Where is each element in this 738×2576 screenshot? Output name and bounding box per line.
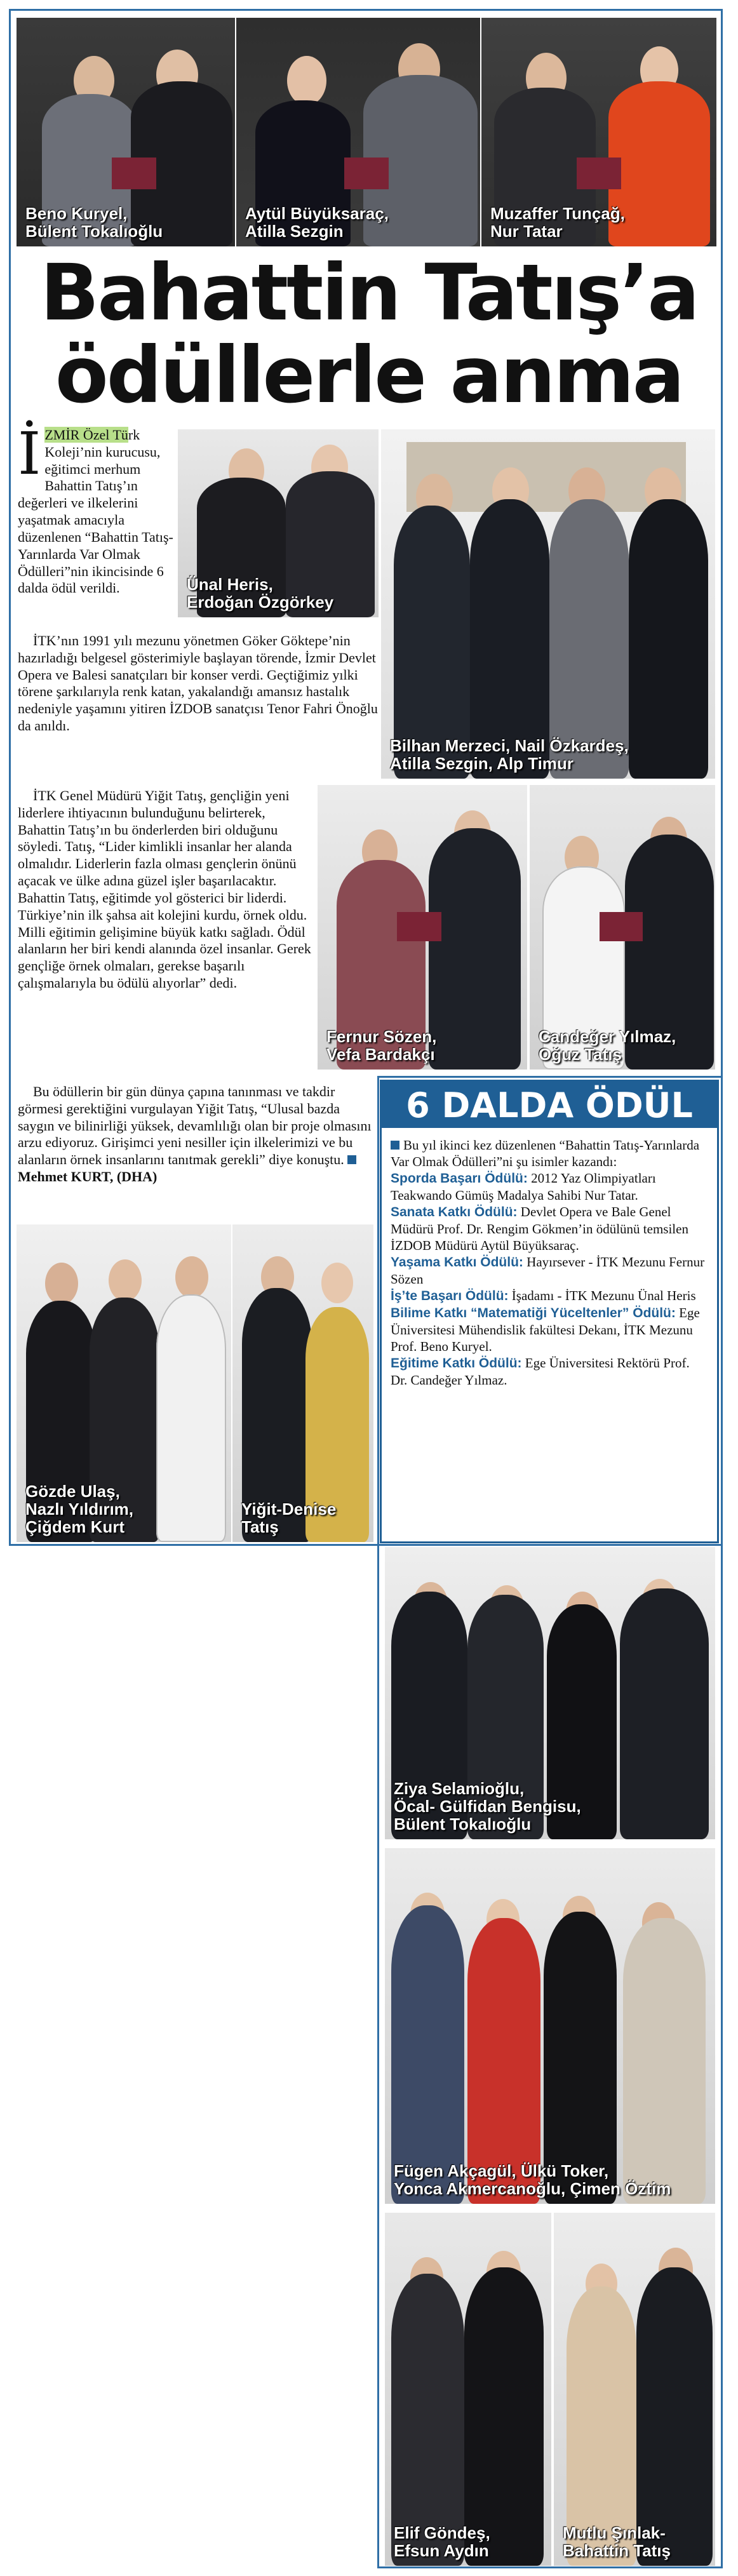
photo-caption: Ünal Heris, Erdoğan Özgörkey xyxy=(187,574,334,612)
award-label: Yaşama Katkı Ödülü: xyxy=(391,1255,523,1270)
photo-heris-ozgorkey xyxy=(178,429,379,617)
awards-sidebar xyxy=(380,1080,719,1543)
photo-caption: Candeğer Yılmaz, Oğuz Tatış xyxy=(539,1026,676,1064)
photo-merzeci-ozkardes-sezgin-timur xyxy=(381,429,715,779)
photo-caption: Aytül Büyüksaraç, Atilla Sezgin xyxy=(245,203,389,241)
paragraph: İTK Genel Müdürü Yiğit Tatış, gençliğin yeni liderlere ihtiyacının bulunduğunu belirterek, Bahattin Tatış’ın bu önderlerden biri olduğunu söyledi. Tatış, “Lider kimlikli insanlar her alanda olmalıdır. Liderlerin fazla olması gençlerin önünü açacak ve ülke adına güzel işler başarılacaktır. Bahattin Tatış, eğitimde yol gösterici bir liderdi. Türkiye’nin ilk şahsa ait kolejini kurdu, örnek oldu. Milli eğitimin gelişimine büyük katkı sağladı. Ödül alanların her biri kendi alanında özel insanlar. Gerek gençliğe örnek olmaları, gerekse başarılı çalışmalarıyla bu ödülü alıyorlar” dedi. xyxy=(18,788,311,991)
paragraph-text: Bu ödüllerin bir gün dünya çapına tanınması ve takdir görmesi gerektiğini vurgulayan Yiğit Tatış, “Ulusal bazda saygın ve bilinirliği yüksek, devamlılığı olan bir proje olmasını arzu ediyoruz. Girişimci yeni nesiller için ilkelerimizi ve bu alanların örnek insanlarını tanıtmak gerekli” diye konuştu. xyxy=(18,1083,372,1168)
article-paragraph-2 xyxy=(18,633,379,735)
photo-caption: Gözde Ulaş, Nazlı Yıldırım, Çiğdem Kurt xyxy=(25,1481,134,1536)
photo-caption: Fügen Akçagül, Ülkü Toker, Yonca Akmercanoğlu, Çimen Öztim xyxy=(394,2161,671,2198)
article-lead xyxy=(18,420,174,597)
photo-caption: Muzaffer Tunçağ, Nur Tatar xyxy=(490,203,625,241)
photo-caption: Mutlu Şınlak- Bahattin Tatış xyxy=(563,2523,671,2560)
award-text: Ege Üniversitesi Mühendislik fakültesi Dekanı, İTK Mezunu Prof. Beno Kuryel. xyxy=(391,1305,700,1355)
award-label: İş’te Başarı Ödülü: xyxy=(391,1289,509,1304)
photo-gondes-aydin xyxy=(385,2213,551,2566)
bullet-square-icon xyxy=(391,1141,399,1150)
article-paragraph-3 xyxy=(18,788,315,992)
article-paragraph-4 xyxy=(18,1083,373,1186)
photo-caption: Fernur Sözen, Vefa Bardakçı xyxy=(326,1026,437,1064)
photo-tuncag-tatar xyxy=(481,18,716,246)
award-label: Sanata Katkı Ödülü: xyxy=(391,1205,518,1220)
sidebar-body xyxy=(382,1128,717,1397)
photo-buyuksarac-sezgin xyxy=(236,18,480,246)
byline-square-icon xyxy=(347,1155,356,1164)
award-item xyxy=(391,1170,708,1204)
award-item xyxy=(391,1305,708,1355)
award-item xyxy=(391,1355,708,1388)
photo-caption: Elif Göndeş, Efsun Aydın xyxy=(394,2523,490,2560)
dropcap: İ xyxy=(18,420,41,488)
photo-yigit-denise-tatis xyxy=(232,1224,373,1542)
paragraph: İTK’nın 1991 yılı mezunu yönetmen Göker Göktepe’nin hazırladığı belgesel gösterimiyle başlayan törende, İzmir Devlet Opera ve Balesi sanatçıları bir konser verdi. Geçtiğimiz yılki törene şarkılarıyla renk katan, yakalandığı amansız hastalık nedeniyle yaşamını yitiren İZDOB sanatçısı Tenor Fahri Önoğlu da anıldı. xyxy=(18,633,378,734)
photo-yilmaz-tatis xyxy=(530,785,715,1070)
award-text: Ege Üniversitesi Rektörü Prof. Dr. Candeğer Yılmaz. xyxy=(391,1355,690,1388)
photo-sinlak-tatis xyxy=(554,2213,715,2566)
award-item xyxy=(391,1204,708,1254)
paragraph xyxy=(18,1083,373,1186)
award-item xyxy=(391,1254,708,1287)
photo-caption: Yiğit-Denise Tatış xyxy=(241,1499,337,1536)
photo-caption: Bilhan Merzeci, Nail Özkardeş, Atilla Sezgin, Alp Timur xyxy=(390,735,629,773)
photo-akcagul-toker-akmercanoglu-oztim xyxy=(385,1848,715,2204)
award-text: 2012 Yaz Olimpiyatları Teakwando Gümüş Madalya Sahibi Nur Tatar. xyxy=(391,1171,656,1204)
award-label: Sporda Başarı Ödülü: xyxy=(391,1171,528,1186)
byline: Mehmet KURT, (DHA) xyxy=(18,1169,158,1185)
award-item xyxy=(391,1287,708,1305)
lead-text: rk Koleji’nin kurucusu, eğitimci merhum Bahattin Tatış’ın değerleri ve ilkelerini yaşatmak amacıyla düzenlenen “Bahattin Tatış-Yarınlarda Var Olmak Ödülleri”nin ikincisinde 6 dalda ödül verildi. xyxy=(18,427,173,596)
sidebar-title: 6 DALDA ÖDÜL xyxy=(382,1082,717,1128)
photo-kuryel-tokalioglu xyxy=(17,18,235,246)
award-label: Bilime Katkı “Matematiği Yüceltenler” Ödülü: xyxy=(391,1306,676,1321)
photo-caption: Ziya Selamioğlu, Öcal- Gülfidan Bengisu, Bülent Tokalıoğlu xyxy=(394,1778,581,1834)
award-label: Eğitime Katkı Ödülü: xyxy=(391,1356,522,1371)
photo-ulas-yildirim-kurt xyxy=(17,1224,231,1542)
lead-highlight: ZMİR Özel Tü xyxy=(44,427,128,443)
photo-caption: Beno Kuryel, Bülent Tokalıoğlu xyxy=(25,203,163,241)
intro-text: Bu yıl ikinci kez düzenlenen “Bahattin Tatış-Yarınlarda Var Olmak Ödülleri”ni şu isimler kazandı: xyxy=(391,1137,700,1170)
award-text: İşadamı - İTK Mezunu Ünal Heris xyxy=(511,1288,696,1304)
award-text: Hayırsever - İTK Mezunu Fernur Sözen xyxy=(391,1254,705,1287)
photo-sozen-bardakci xyxy=(318,785,527,1070)
headline-line-1: Bahattin Tatış’a xyxy=(40,248,698,338)
award-text: Devlet Opera ve Bale Genel Müdürü Prof. Dr. Rengim Gökmen’in ödülünü temsilen İZDOB Müdürü Aytül Büyüksaraç. xyxy=(391,1204,688,1254)
headline-line-2: ödüllerle anma xyxy=(55,330,683,420)
photo-selamioglu-bengisu-tokalioglu xyxy=(385,1547,715,1839)
sidebar-intro xyxy=(391,1137,708,1170)
